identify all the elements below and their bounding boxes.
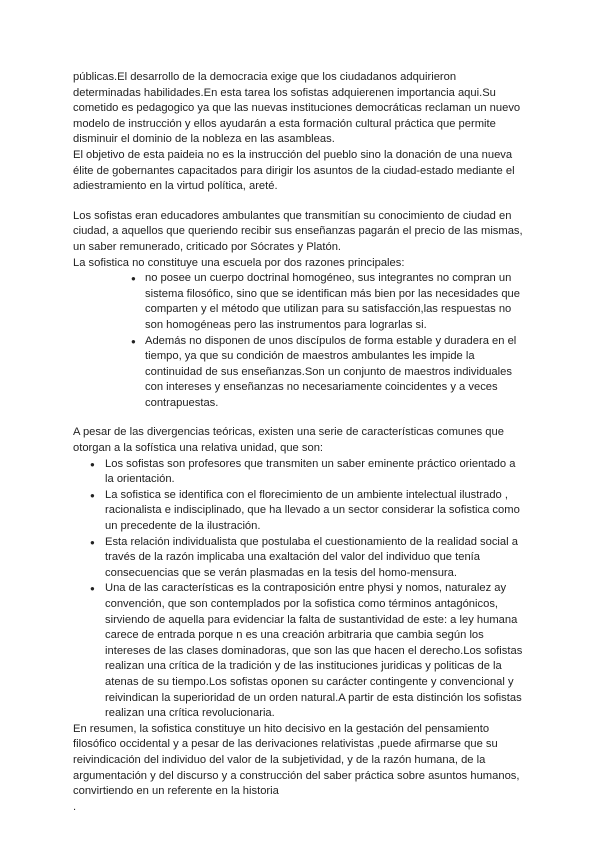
paragraph-sophists: Los sofistas eran educadores ambulantes que transmitían su conocimiento de ciudad en ciudad, a aquellos que queriendo recibir sus enseñanzas pagarán el precio de las mismas, un saber remunerado, criticado por Sócrates y Platón. xyxy=(73,209,523,253)
document-page xyxy=(73,70,523,815)
paragraph-not-school: La sofistica no constituye una escuela por dos razones principales: xyxy=(73,256,405,269)
list-item: ● no posee un cuerpo doctrinal homogéneo, sus integrantes no compran un sistema filosófico, sino que se identifican más bien por las necesidades que comparten y el método que utilizan para su satisfacción,las respuestas no son homogéneas pero las instrumentos para lograrlas si. xyxy=(73,271,523,333)
paragraph-paideia: El objetivo de esta paideia no es la instrucción del pueblo sino la donación de una nueva élite de gobernantes capacitados para dirigir los asuntos de la ciudad-estado mediante el adiestramiento en la virtud política, areté. xyxy=(73,148,515,193)
paragraph-characteristics: A pesar de las divergencias teóricas, existen una serie de características comunes que otorgan a la sofística una relativa unidad, que son: xyxy=(73,426,504,455)
list-item: ● La sofistica se identifica con el florecimiento de un ambiente intelectual ilustrado , racionalista e indisciplinado, que ha llevado a un sector considerar la sofistica como un precedente de la ilustración. xyxy=(73,488,523,535)
list-item: ● Además no disponen de unos discípulos de forma estable y duradera en el tiempo, ya que su condición de maestros ambulantes les impide la continuidad de sus enseñanzas.Son un conjunto de maestros individuales con intereses y enseñanzas no necesariamente coincidentes y a veces contrapuestas. xyxy=(73,334,523,412)
paragraph-summary: En resumen, la sofistica constituye un hito decisivo en la gestación del pensamiento filosófico occidental y a pesar de las derivaciones relativistas ,puede afirmarse que su reivindicación del individuo del valor de la subjetividad, y de la razón humana, de la argumentación y del discurso y a construcción del saber práctica sobre asuntos humanos, convirtiendo en un referente en la historia xyxy=(73,722,520,798)
reasons-list xyxy=(73,271,523,411)
list-item: ● Los sofistas son profesores que transmiten un saber eminente práctico orientado a la orientación. xyxy=(73,457,523,488)
paragraph-democracy: públicas.El desarrollo de la democracia exige que los ciudadanos adquirieron determinadas habilidades.En esta tarea los sofistas adquierenen importancia aqui.Su cometido es pedagogico ya que las nuevas instituciones democráticas reclaman un nuevo modelo de instrucción y ellos ayudarán a esta formación cultural práctica que permite disminuir el dominio de la nobleza en las asambleas. xyxy=(73,71,521,146)
features-list xyxy=(73,457,523,722)
list-item: ● Esta relación individualista que postulaba el cuestionamiento de la realidad social a través de la razón implicaba una exaltación del valor del individuo que tenía consecuencias que se verán plasmadas en la tesis del homo-mensura. xyxy=(73,535,523,582)
paragraph-gap xyxy=(73,411,523,425)
list-item: ● Una de las características es la contraposición entre physi y nomos, naturalez ay convención, que son contemplados por la sofistica como términos antagónicos, sirviendo de aquella para evidenciar la falta de sustantividad de este: a ley humana carece de entrada porque n es una creación arbitraria que cambia según los intereses de las clases dominadoras, que son las que hacen el derecho.Los sofistas realizan una crítica de la tradición y de las instituciones juridicas y politicas de la atenas de su tiempo.Los sofistas oponen su carácter contingente y convencional y reivindican la superioridad de un orden natural.A partir de esta distinción los sofistas realizan una crítica revolucionaria. xyxy=(73,581,523,721)
trailing-period: . xyxy=(73,800,77,813)
paragraph-gap xyxy=(73,195,523,209)
